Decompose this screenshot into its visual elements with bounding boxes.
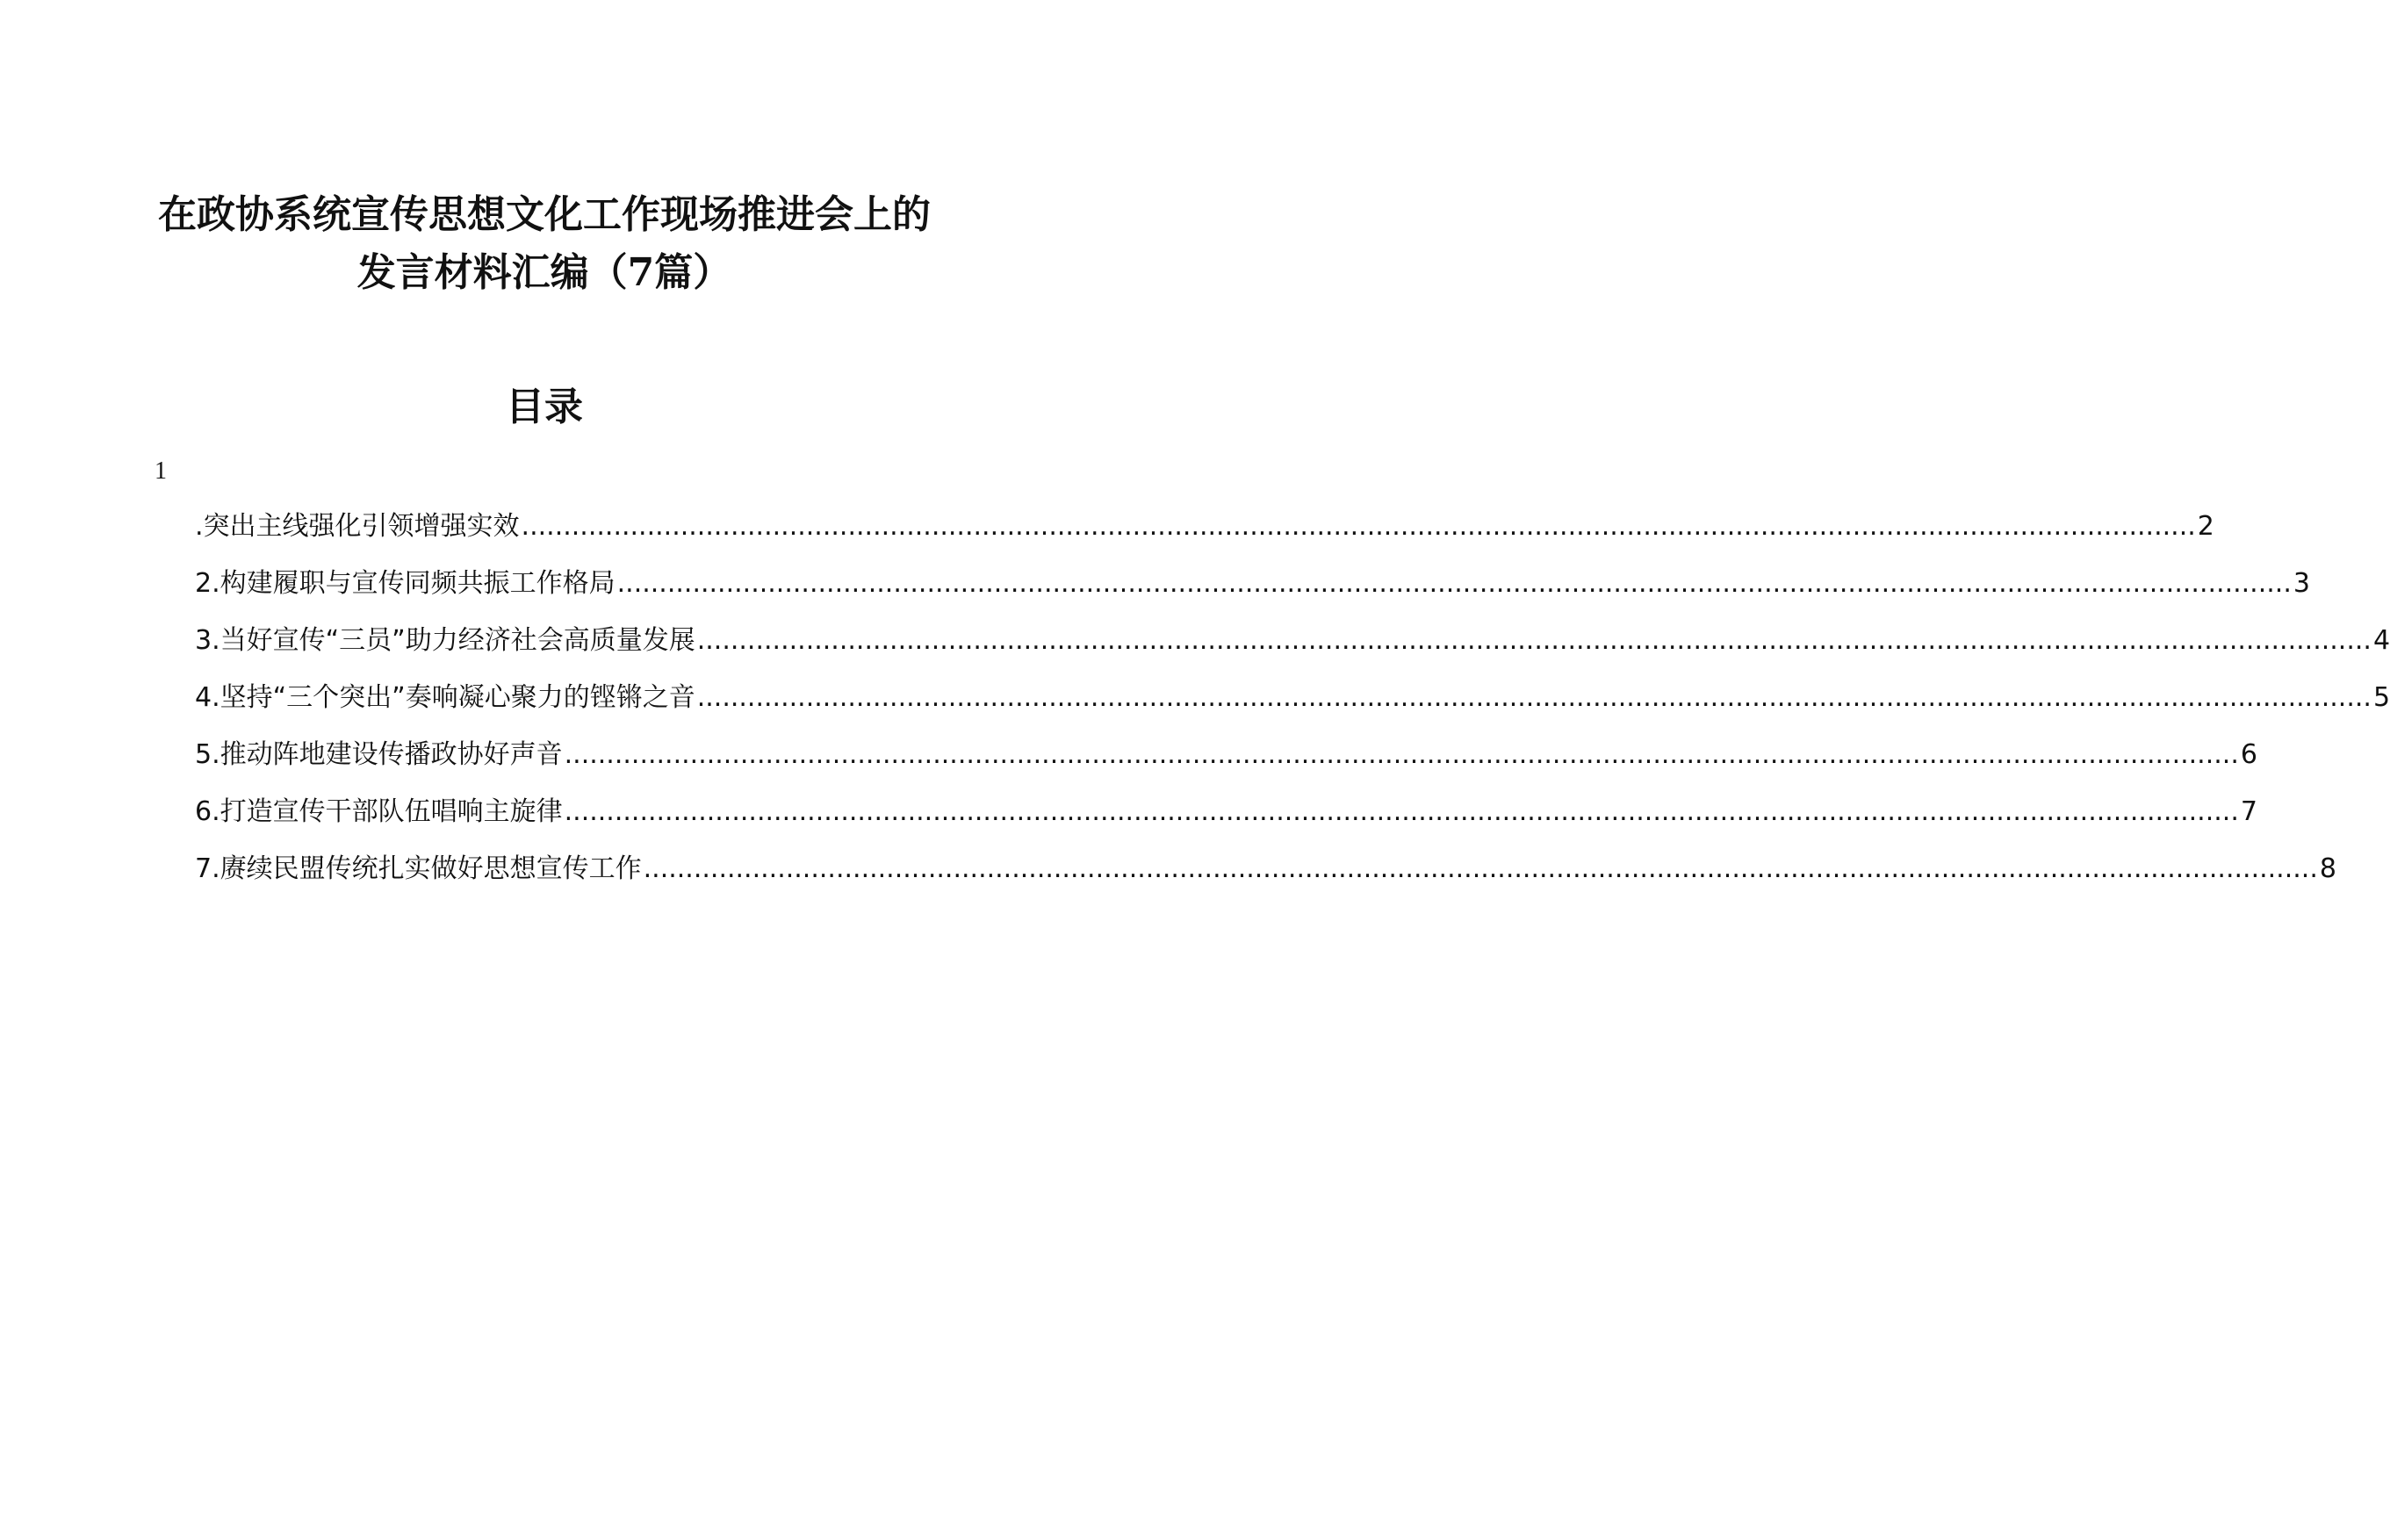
toc-heading: 目录 xyxy=(506,385,583,429)
toc-entry-1[interactable] xyxy=(195,511,2214,568)
toc-entry-page: 5 xyxy=(2372,682,2390,713)
toc-entry-title: 2.构建履职与宣传同频共振工作格局 xyxy=(195,568,615,599)
toc-entry-title: 5.推动阵地建设传播政协好声音 xyxy=(195,739,563,770)
toc-entry-4[interactable] xyxy=(195,682,2390,739)
toc-entry-page: 7 xyxy=(2240,796,2257,827)
toc-entry-page: 2 xyxy=(2197,511,2214,542)
toc-entry-page: 6 xyxy=(2240,739,2257,770)
dot-leader: ........................................................................................................................................................................................................ xyxy=(564,796,2239,827)
dot-leader: ........................................................................................................................................................................................................ xyxy=(643,853,2318,884)
toc-entry-title: 4.坚持“三个突出”奏响凝心聚力的铿锵之音 xyxy=(195,682,695,713)
toc-entry-title: 3.当好宣传“三员”助力经济社会高质量发展 xyxy=(195,625,695,656)
toc-entry-page: 8 xyxy=(2319,853,2336,884)
document-title-line-1: 在政协系统宣传思想文化工作现场推进会上的 xyxy=(158,192,931,237)
document-title-line-2: 发言材料汇编（7篇） xyxy=(356,250,732,295)
dot-leader: ........................................................................................................................................................................................................ xyxy=(521,511,2196,542)
dot-leader: ........................................................................................................................................................................................................ xyxy=(616,568,2292,599)
toc-entry-page: 3 xyxy=(2293,568,2310,599)
toc-entry-2[interactable] xyxy=(195,568,2310,625)
toc-entry-title: 7.赓续民盟传统扎实做好思想宣传工作 xyxy=(195,853,642,884)
toc-entry-title: 6.打造宣传干部队伍唱响主旋律 xyxy=(195,796,563,827)
dot-leader: ........................................................................................................................................................................................................ xyxy=(564,739,2239,770)
document-title xyxy=(0,186,1089,302)
table-of-contents xyxy=(195,511,2390,910)
dot-leader: ........................................................................................................................................................................................................ xyxy=(696,625,2372,656)
toc-entry-page: 4 xyxy=(2372,625,2390,656)
toc-entry-7[interactable] xyxy=(195,853,2336,910)
toc-entry-5[interactable] xyxy=(195,739,2257,796)
toc-entry-title: .突出主线强化引领增强实效 xyxy=(195,511,520,542)
stray-number: 1 xyxy=(155,457,167,485)
toc-entry-6[interactable] xyxy=(195,796,2257,853)
dot-leader: ........................................................................................................................................................................................................ xyxy=(696,682,2372,713)
toc-entry-3[interactable] xyxy=(195,625,2390,682)
